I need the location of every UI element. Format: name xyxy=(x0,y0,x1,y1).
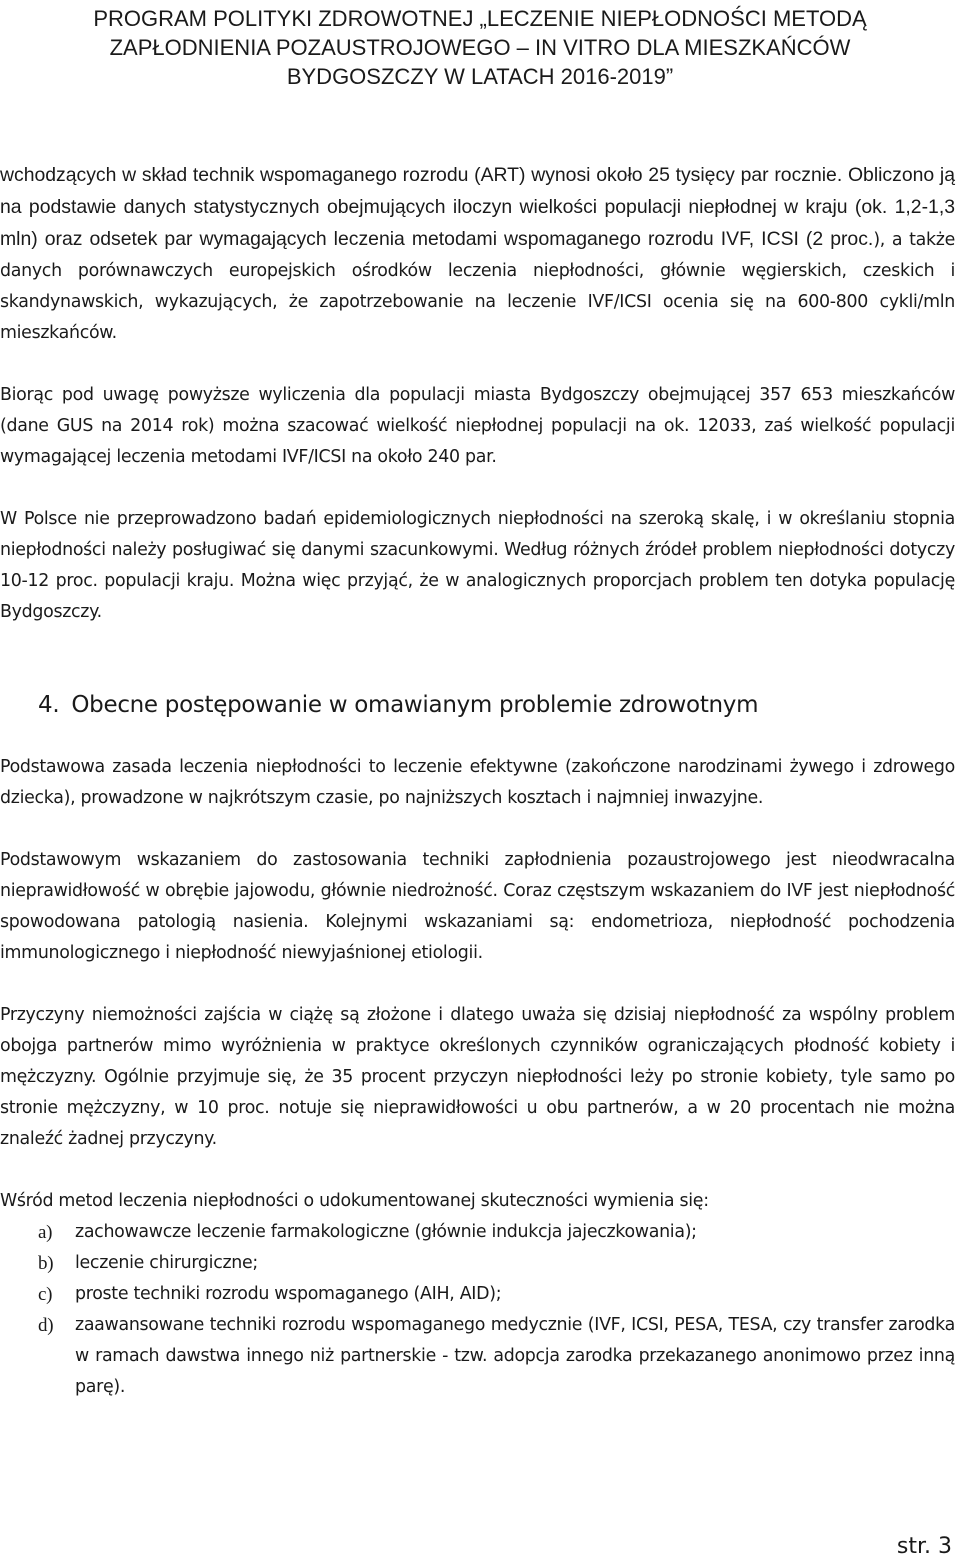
list-item xyxy=(0,1310,955,1403)
list-item-text: zachowawcze leczenie farmakologiczne (głównie indukcja jajeczkowania); xyxy=(75,1222,697,1242)
header-title-line-2: ZAPŁODNIENIA POZAUSTROJOWEGO – IN VITRO DLA MIESZKAŃCÓW xyxy=(109,35,851,60)
document-body xyxy=(0,160,955,1403)
paragraph-infertility-causes: Przyczyny niemożności zajścia w ciążę są złożone i dlatego uważa się dzisiaj niepłodność za wspólny problem obojga partnerów mimo wyróżnienia w praktyce określonych czynników ograniczających płodność kobiety i mężczyzny. Ogólnie przyjmuje się, że 35 procent przyczyn niepłodności leży po stronie kobiety, tyle samo po stronie mężczyzny, w 10 proc. notuje się nieprawidłowości u obu partnerów, a w 20 procentach nie można znaleźć żadnej przyczyny. xyxy=(0,1005,955,1149)
list-marker: a) xyxy=(38,1222,53,1243)
header-title-line-3: BYDGOSZCZY W LATACH 2016-2019” xyxy=(286,64,674,89)
list-marker: c) xyxy=(38,1284,53,1305)
paragraph-treatment-principle: Podstawowa zasada leczenia niepłodności to leczenie efektywne (zakończone narodzinami żywego i zdrowego dziecka), prowadzone w najkrótszym czasie, po najniższych kosztach i najmniej inwazyjne. xyxy=(0,757,955,808)
section-number: 4. xyxy=(38,692,60,718)
methods-list xyxy=(0,1217,955,1403)
paragraph-art-estimate-rest: ), a także danych porównawczych europejskich ośrodków leczenia niepłodności, głównie węgierskich, czeskich i skandynawskich, wykazujących, że zapotrzebowanie na leczenie IVF/ICSI ocenia się na 600-800 cykli/mln mieszkańców. xyxy=(0,230,956,343)
list-item xyxy=(0,1217,955,1248)
header-title-line-1: PROGRAM POLITYKI ZDROWOTNEJ „LECZENIE NIEPŁODNOŚCI METODĄ xyxy=(93,6,867,31)
list-item-text: leczenie chirurgiczne; xyxy=(75,1253,258,1273)
methods-intro: Wśród metod leczenia niepłodności o udokumentowanej skuteczności wymienia się: xyxy=(0,1191,709,1211)
paragraph-epidemiology: W Polsce nie przeprowadzono badań epidemiologicznych niepłodności na szeroką skalę, i w określaniu stopnia niepłodności należy posługiwać się danymi szacunkowymi. Według różnych źródeł problem niepłodności dotyczy 10-12 proc. populacji kraju. Można więc przyjąć, że w analogicznych proporcjach problem ten dotyka populację Bydgoszczy. xyxy=(0,509,955,622)
list-item xyxy=(0,1279,955,1310)
list-item-text: zaawansowane techniki rozrodu wspomaganego medycznie (IVF, ICSI, PESA, TESA, czy transfer zarodka w ramach dawstwa innego niż partnerskie - tzw. adopcja zarodka przekazanego anonimowo przez inną parę). xyxy=(75,1315,955,1397)
section-heading xyxy=(0,690,955,721)
list-item-text: proste techniki rozrodu wspomaganego (AIH, AID); xyxy=(75,1284,502,1304)
paragraph-art-estimate-lead: wchodzących w skład technik wspomaganego rozrodu (ART) wynosi około 25 tysięcy par rocznie. Obliczono ją na podstawie danych statystycznych obejmujących iloczyn wielkości populacji niepłodnej w kraju (ok. 1,2-1,3 mln) oraz odsetek par wymagających leczenia metodami wspomaganego rozrodu IVF, ICSI (2 proc. xyxy=(0,164,955,250)
paragraph-ivf-indications: Podstawowym wskazaniem do zastosowania techniki zapłodnienia pozaustrojowego jest nieodwracalna nieprawidłowość w obrębie jajowodu, głównie niedrożność. Coraz częstszym wskazaniem do IVF jest niepłodność spowodowana patologią nasienia. Kolejnymi wskazaniami są: endometrioza, niepłodność pochodzenia immunologicznego i niepłodność niewyjaśnionej etiologii. xyxy=(0,850,955,963)
page-number: str. 3 xyxy=(896,1534,952,1559)
document-header xyxy=(0,4,960,91)
paragraph-art-estimate xyxy=(0,160,955,349)
list-marker: d) xyxy=(38,1315,54,1336)
section-title: Obecne postępowanie w omawianym problemie zdrowotnym xyxy=(71,692,759,718)
list-marker: b) xyxy=(38,1253,54,1274)
list-item xyxy=(0,1248,955,1279)
paragraph-bydgoszcz-population: Biorąc pod uwagę powyższe wyliczenia dla populacji miasta Bydgoszczy obejmującej 357 653 mieszkańców (dane GUS na 2014 rok) można szacować wielkość niepłodnej populacji na ok. 12033, zaś wielkość populacji wymagającej leczenia metodami IVF/ICSI na około 240 par. xyxy=(0,385,955,467)
